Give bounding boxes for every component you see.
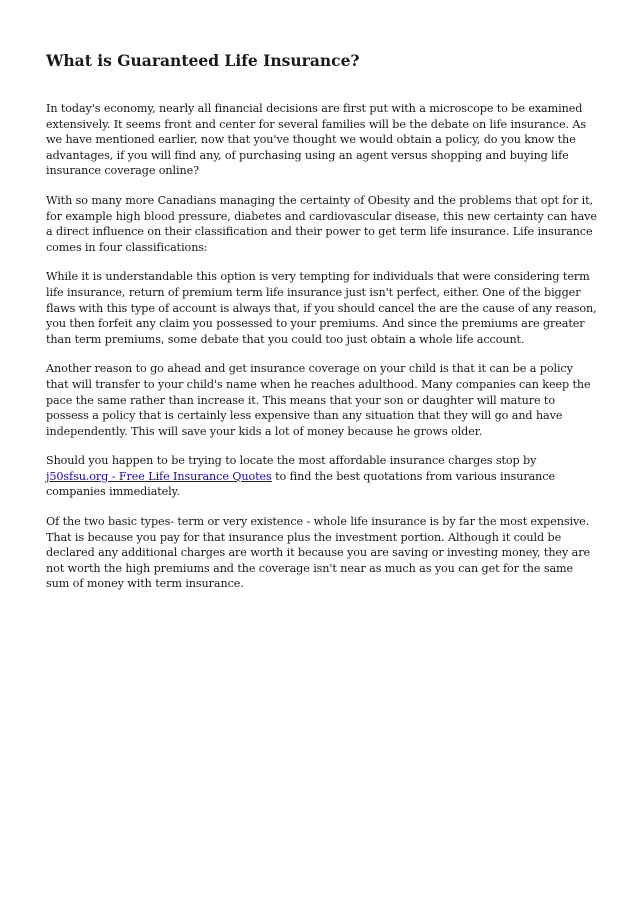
document-title: What is Guaranteed Life Insurance? [46, 51, 360, 70]
document-page [46, 51, 598, 606]
paragraph-child-coverage: Another reason to go ahead and get insurance coverage on your child is that it can be a policy that will transfer to your child's name when he reaches adulthood. Many companies can keep the pace the same rather than increase it. This means that your son or daughter will mature to possess a policy that is certainly less expensive than any situation that they will go and have independently. This will save your kids a lot of money because he grows older. [46, 362, 591, 438]
paragraph-return-of-premium: While it is understandable this option is very tempting for individuals that were considering term life insurance, return of premium term life insurance just isn't perfect, either. One of the bigger flaws with this type of account is always that, if you should cancel the are the cause of any reason, you then forfeit any claim you possessed to your premiums. And since the premiums are greater than term premiums, some debate that you could too just obtain a whole life account. [46, 270, 597, 346]
free-life-insurance-quotes-link[interactable]: j50sfsu.org - Free Life Insurance Quotes [46, 469, 272, 483]
link-paragraph-before: Should you happen to be trying to locate the most affordable insurance charges stop by [46, 454, 537, 468]
paragraph-classifications: With so many more Canadians managing the certainty of Obesity and the problems that opt for it, for example high blood pressure, diabetes and cardiovascular disease, this new certainty can have a direct influence on their classification and their power to get term life insurance. Life insurance comes in four classifications: [46, 193, 597, 254]
paragraph-intro: In today's economy, nearly all financial decisions are first put with a microscope to be examined extensively. It seems front and center for several families will be the debate on life insurance. As we have mentioned earlier, now that you've thought we would obtain a policy, do you know the advantages, if you will find any, of purchasing using an agent versus shopping and buying life insurance coverage online? [46, 102, 587, 178]
paragraph-whole-life: Of the two basic types- term or very existence - whole life insurance is by far the most expensive. That is because you pay for that insurance plus the investment portion. Although it could be declared any additional charges are worth it because you are saving or investing money, they are not worth the high premiums and the coverage isn't near as much as you can get for the same sum of money with term insurance. [46, 515, 590, 591]
paragraph-quotes-link [46, 453, 598, 500]
link-paragraph-after: to find the best quotations from various insurance companies immediately. [46, 469, 555, 499]
